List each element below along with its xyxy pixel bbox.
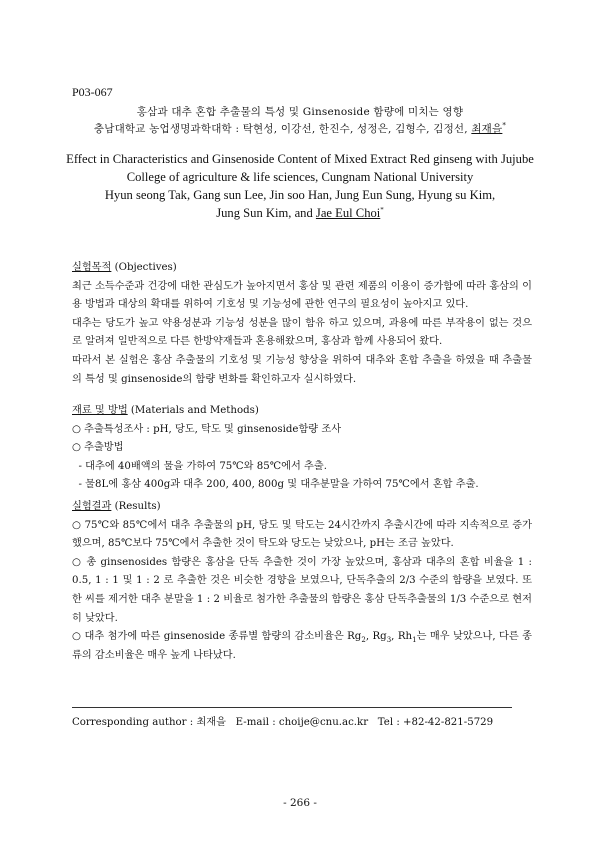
list-subitem: - 물8L에 홍삼 400g과 대추 200, 400, 800g 및 대추분말을 가하여 75℃에서 혼합 추출. <box>72 479 479 491</box>
list-subitem: - 대추에 40배액의 물을 가하여 75℃와 85℃에서 추출. <box>72 460 327 472</box>
affiliation-text: 충남대학교 농업생명과학대학 : 탁현성, 이강선, 한진수, 성정은, 김형수, 김정선, <box>93 123 472 135</box>
result-paragraph: ○ 75℃와 85℃에서 대추 추출물의 pH, 당도 및 탁도는 24시간까지 추출시간에 따라 지속적으로 증가했으며, 85℃보다 75℃에서 추출한 것이 탁도와 당도는 낮았으나, pH는 조금 높았다. <box>72 519 532 550</box>
corresponding-author-en: Jae Eul Choi <box>315 206 381 220</box>
korean-affiliation <box>60 121 540 136</box>
list-item: ○ 추출특성조사 : pH, 당도, 탁도 및 ginsenoside함량 조사 <box>72 423 342 435</box>
result-paragraph: ○ 총 ginsenosides 함량은 홍삼을 단독 추출한 것이 가장 높았으며, 홍삼과 대추의 혼합 비율을 1 : 0.5, 1 : 1 및 1 : 2 로 추출한 것은 비슷한 경향을 보였으나, 단독추출의 2/3 수준의 함량을 보였다. 또한 씨를 제거한 대추 분말을 1 : 2 비율로 첨가한 추출물의 함량은 홍삼 단독추출물의 1/3 수준으로 현저히 낮았다. <box>72 556 532 624</box>
methods-section <box>72 402 532 495</box>
list-item: ○ 추출방법 <box>72 442 124 454</box>
section-heading: 실험목적 (Objectives) <box>72 262 177 273</box>
corresponding-mark: * <box>502 121 507 130</box>
corresponding-author-ko: 최재을 <box>471 123 503 135</box>
results-section <box>72 498 532 665</box>
abstract-code: P03-067 <box>72 85 113 99</box>
paragraph: 최근 소득수준과 건강에 대한 관심도가 높아지면서 홍삼 및 관련 제품의 이용이 증가함에 따라 홍삼의 이용 방법과 대상의 확대를 위하여 기호성 및 기능성에 관한 연구의 필요성이 높아지고 있다. <box>72 280 532 311</box>
corresponding-footnote: Corresponding author : 최재을 E-mail : choije@cnu.ac.kr Tel : +82-42-821-5729 <box>72 717 494 728</box>
section-heading: 실험결과 (Results) <box>72 501 161 512</box>
objectives-section <box>72 259 532 389</box>
section-heading: 재료 및 방법 (Materials and Methods) <box>72 405 259 416</box>
paragraph: 따라서 본 실험은 홍삼 추출물의 기호성 및 기능성 향상을 위하여 대추와 혼합 추출을 하였을 때 추출물의 특성 및 ginsenoside의 함량 변화를 확인하고자 실시하였다. <box>72 354 532 385</box>
english-affiliation: College of agriculture & life sciences, Cungnam National University <box>126 170 474 184</box>
english-authors-line2: Jung Sun Kim, and Jae Eul Choi* <box>216 205 384 220</box>
english-title-block <box>50 150 550 222</box>
result-paragraph: ○ 대추 첨가에 따른 ginsenoside 종류별 함량의 감소비율은 $Rg_2$, $Rg_3$, $Rh_1$는 매우 낮았으나, 다른 종류의 감소비율은 매우 높게 나타났다. <box>72 631 532 661</box>
english-authors-line1: Hyun seong Tak, Gang sun Lee, Jin soo Han, Jung Eun Sung, Hyung su Kim, <box>104 188 496 202</box>
paragraph: 대추는 당도가 높고 약용성분과 기능성 성분을 많이 함유 하고 있으며, 과용에 따른 부작용이 없는 것으로 알려져 일반적으로 다른 한방약재들과 혼용해왔으며, 홍삼과 함께 사용되어 왔다. <box>72 317 532 348</box>
korean-title: 홍삼과 대추 혼합 추출물의 특성 및 Ginsenoside 함량에 미치는 영향 <box>136 106 464 118</box>
english-title: Effect in Characteristics and Ginsenoside Content of Mixed Extract Red ginseng with Jujube <box>66 152 534 166</box>
footnote-divider <box>72 707 512 708</box>
page-number: - 266 - <box>283 797 317 809</box>
